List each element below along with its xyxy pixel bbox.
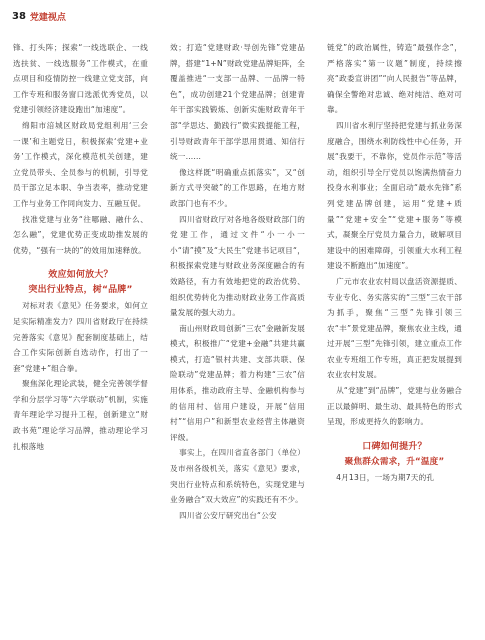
col2-paragraph-5: 事实上，在四川省直各部门（单位）及市州各级机关，落实《意见》要求，突出行业特点和系统特色，实现党建与业务融合“双大效应”的实践还有不少。	[170, 448, 305, 505]
col3-paragraph-3: 广元市农业农村局以盘活资源提质、专业专化、务实落实的“三型”三农干部为抓手，聚焦“三型”先锋引领三农“丰”景党建品牌，聚焦农业主线，通过开展“三型”先锋引领，建立重点工作农业专班组工作专班，真正把发展提到农业农村发展。	[327, 276, 462, 380]
col3-paragraph-4: 从“党建”到“品牌”，党建与业务融合正以最鲜明、最生动、最具特色的形式呈现，形成更持久的影响力。	[327, 386, 462, 427]
col1-paragraph-1: 锋、打头阵；探索“一线选联企、一线选扶贫、一线选服务”工作模式，在重点项目和疫情防控一线建立党支部，向工作专班和服务窗口选派优秀党员，以党建引领经济建设跑出“加速度”。	[13, 43, 148, 115]
col2-paragraph-6: 四川省公安厅研究出台“公安	[179, 510, 277, 520]
col2-paragraph-4: 南山州财政局创新“三农”金融新发展模式，积极推广“党建+金融”共建共赢模式，打造“银村共建、支部共联、保险联动”党建品牌；着力构建“三农”信用体系，推动政府主导、金融机构参与的信用村、信用户建设，开展“信用村”“信用户”和新型农业经营主体融资评级。	[170, 323, 305, 442]
col2-paragraph-1: 效；打造“党建财政·导创先锋”党建品牌，搭建“1+N”财政党建品牌矩阵，全覆盖推进“一支部一品牌、一品牌一特色”，成功创建21个党建品牌；创建青年干部实践锻炼、创新实施财政青年干部“学思达、勤践行”微实践提能工程，引导财政青年干部学思用贯通、知信行统一……	[170, 43, 305, 162]
col1-paragraph-4: 对标对表《意见》任务要求，如何立足实际精准发力？四川省财政厅在持续完善落实《意见》配套制度基础上，结合工作实际创新自选动作，打出了一套“党建+”组合拳。	[13, 301, 148, 373]
subheading-answer-2: 聚焦群众需求，升“温度”	[344, 456, 445, 467]
col3-paragraph-2: 四川省水利厅坚持把党建与抓业务深度融合，围绕水利防线性中心任务，开展“我要干，不靠你，党员作示范”等活动，组织引导全厅党员以饱满热情奋力投身水利事业；全面启动“最水先锋”系列党建品牌创建，运用“党建+质量”“党建+安全”“党建+服务”等模式，凝聚全厅党员力量合力，破解项目建设中的困难障碍，引领重大水利工程建设不断跑出“加速度”。	[327, 120, 462, 271]
column-1	[13, 40, 148, 454]
subheading-question-1: 效应如何放大？	[48, 270, 113, 281]
page-number: 38	[12, 10, 26, 22]
col3-paragraph-1: 链党”的政治属性，铸造“最强作念”，严格落实“第一议题”制度，持续擦亮“政委宣讲团”“向人民报告”等品牌，确保全警绝对忠诚、绝对纯洁、绝对可靠。	[327, 43, 462, 115]
column-2	[170, 40, 305, 523]
col3-paragraph-5: 4月13日，一场为期7天的孔	[336, 472, 435, 482]
subheading-answer-1: 突出行业特点，树“品牌”	[28, 285, 133, 296]
col1-paragraph-5: 聚焦深化理论武装，健全完善领学督学和分层学习等“六学联动”机制，实施青年理论学习提升工程，创新建立“财政书苑”理论学习品牌，推动理论学习扎根落地	[13, 379, 148, 451]
col2-paragraph-2: 像这样既“明确重点抓落实”，又“创新方式寻突破”的工作思路，在地方财政部门也有不少。	[170, 167, 305, 208]
subheading-question-2: 口碑如何提升？	[362, 441, 427, 452]
section-title: 党建视点	[29, 12, 66, 23]
col2-paragraph-3: 四川省财政厅对各地各级财政部门的党建工作，通过文件“小一小一小“请”摸”及“大民生”党建书记项目“，积极探索党建与财政业务深度融合的有效路径，有力有效地把党的政治优势、组织优势转化为推动财政业务工作高质量发展的强大动力。	[170, 214, 305, 318]
col1-paragraph-2: 绵阳市涪城区财政局党组利用‘三会一课’和主题党日，积极探索‘党建+业务’工作模式，深化模范机关创建，建立党员带头、全员参与的机制，引导党员干部立足本职、争当表率，推动党建工作与业务工作同向发力、互融互促。	[13, 120, 148, 208]
column-3	[327, 40, 462, 485]
page-header	[12, 9, 66, 23]
col1-paragraph-3: 找准党建与业务“往哪融、融什么、怎么融”，党建优势正变成助推发展的优势，“强有一块的”的效用加速释放。	[13, 214, 148, 255]
